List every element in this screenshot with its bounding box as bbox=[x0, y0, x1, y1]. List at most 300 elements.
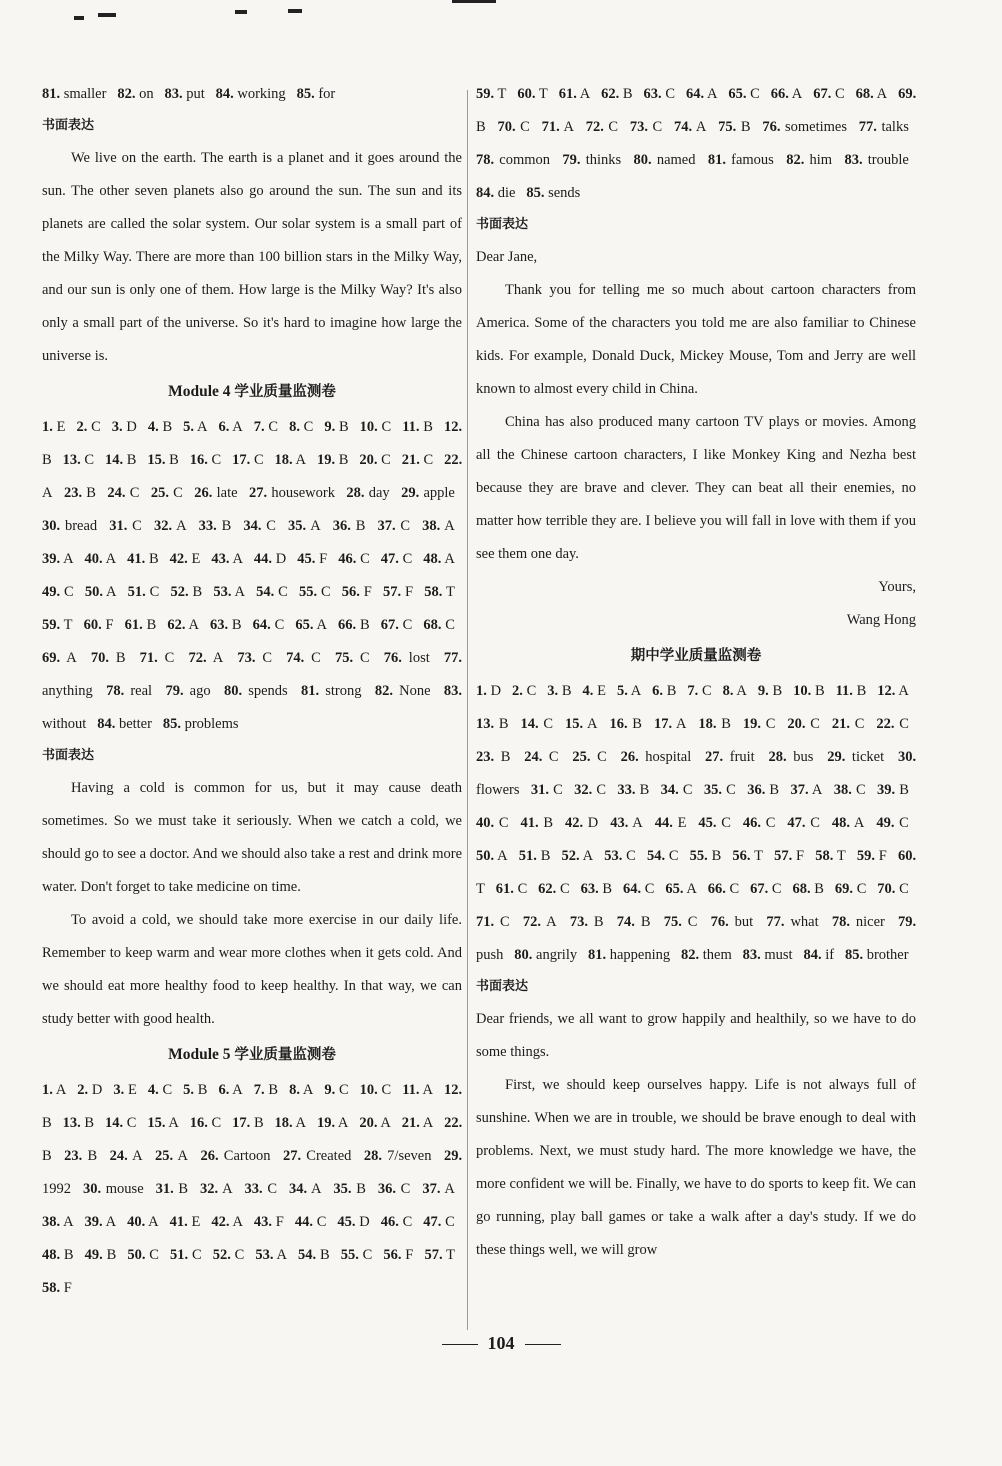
answer-number: 74. bbox=[616, 914, 635, 930]
answer-number: 54. bbox=[646, 848, 666, 864]
answer-item bbox=[743, 947, 793, 963]
answer-item bbox=[125, 617, 157, 633]
answer-number: 84. bbox=[803, 947, 822, 963]
answer-item bbox=[254, 419, 278, 435]
answer-item bbox=[630, 119, 662, 135]
answer-number: 28. bbox=[346, 485, 365, 501]
answer-item bbox=[381, 551, 413, 567]
answer-number: 36. bbox=[332, 518, 351, 534]
answer-item bbox=[621, 749, 692, 765]
answer-item bbox=[163, 716, 239, 732]
answer-value: C bbox=[123, 1115, 137, 1131]
answer-item bbox=[289, 419, 313, 435]
answer-item bbox=[200, 1181, 233, 1197]
answer-value: push bbox=[476, 947, 504, 963]
answer-number: 81. bbox=[587, 947, 607, 963]
answer-number: 1. bbox=[42, 419, 53, 435]
answer-item bbox=[224, 683, 288, 699]
answer-value: B bbox=[707, 848, 722, 864]
answer-item bbox=[254, 551, 286, 567]
answer-number: 12. bbox=[877, 683, 896, 699]
answer-number: 83. bbox=[844, 152, 863, 168]
answer-number: 24. bbox=[524, 749, 543, 765]
answer-value: put bbox=[182, 86, 205, 102]
answer-item bbox=[335, 650, 370, 666]
answers-midterm bbox=[476, 675, 916, 972]
answer-item bbox=[661, 782, 693, 798]
answer-value: F bbox=[359, 584, 372, 600]
answer-value: C bbox=[894, 815, 909, 831]
answer-value: C bbox=[87, 419, 101, 435]
answer-item bbox=[708, 152, 774, 168]
answer-item bbox=[210, 617, 242, 633]
answer-number: 28. bbox=[768, 749, 787, 765]
answer-item bbox=[813, 86, 844, 102]
answer-value: C bbox=[515, 119, 530, 135]
answer-value: A bbox=[102, 1214, 117, 1230]
answer-value: A bbox=[60, 551, 74, 567]
answer-number: 60. bbox=[897, 848, 917, 864]
answer-value: fruit bbox=[723, 749, 755, 765]
answer-item bbox=[876, 716, 909, 732]
answer-value: ago bbox=[183, 683, 211, 699]
answer-item bbox=[402, 419, 433, 435]
answer-item bbox=[317, 1115, 348, 1131]
answer-value: C bbox=[353, 650, 370, 666]
answer-item bbox=[517, 86, 547, 102]
answer-number: 83. bbox=[164, 86, 183, 102]
answer-item bbox=[519, 848, 551, 864]
answer-item bbox=[698, 716, 731, 732]
answer-item bbox=[190, 452, 221, 468]
answer-number: 5. bbox=[183, 1082, 195, 1098]
answer-item bbox=[170, 1214, 201, 1230]
answer-value: C bbox=[157, 650, 175, 666]
answer-number: 7. bbox=[687, 683, 699, 699]
answer-number: 52. bbox=[561, 848, 580, 864]
answer-number: 77. bbox=[443, 650, 463, 666]
answer-item bbox=[815, 848, 846, 864]
answer-value: B bbox=[663, 683, 677, 699]
answer-value: A bbox=[231, 584, 245, 600]
answer-item bbox=[758, 683, 782, 699]
answer-item bbox=[877, 782, 909, 798]
answer-item bbox=[213, 584, 245, 600]
answer-value: E bbox=[672, 815, 687, 831]
answer-number: 71. bbox=[476, 914, 495, 930]
answer-item bbox=[424, 584, 455, 600]
answer-item bbox=[617, 683, 641, 699]
answer-value: B bbox=[80, 1115, 95, 1131]
answer-item bbox=[572, 749, 606, 765]
answer-value: A bbox=[559, 119, 574, 135]
answer-item bbox=[148, 1082, 172, 1098]
answer-item bbox=[476, 848, 508, 864]
answer-value: him bbox=[804, 152, 833, 168]
answer-item bbox=[147, 1115, 178, 1131]
answer-number: 85. bbox=[296, 86, 315, 102]
answer-value: C bbox=[716, 815, 731, 831]
answer-value: B bbox=[82, 485, 96, 501]
answer-value: on bbox=[135, 86, 154, 102]
answer-value: A bbox=[165, 1115, 179, 1131]
answer-value: A bbox=[218, 1181, 233, 1197]
answer-number: 46. bbox=[338, 551, 357, 567]
answer-item bbox=[686, 86, 717, 102]
answer-number: 36. bbox=[377, 1181, 396, 1197]
answer-value: C bbox=[894, 716, 909, 732]
answer-value: C bbox=[895, 881, 909, 897]
answer-value: C bbox=[125, 485, 140, 501]
answer-number: 57. bbox=[774, 848, 793, 864]
answer-item bbox=[704, 782, 736, 798]
answer-number: 22. bbox=[444, 452, 463, 468]
answer-value: C bbox=[681, 914, 698, 930]
answer-number: 55. bbox=[340, 1247, 359, 1263]
answer-item bbox=[402, 452, 433, 468]
answer-item bbox=[381, 1214, 413, 1230]
answer-value: C bbox=[761, 716, 776, 732]
answer-item bbox=[170, 1247, 202, 1263]
answer-item bbox=[718, 119, 750, 135]
answer-number: 35. bbox=[288, 518, 307, 534]
answer-number: 17. bbox=[653, 716, 673, 732]
answer-number: 20. bbox=[787, 716, 806, 732]
answer-number: 10. bbox=[359, 419, 378, 435]
answer-value: C bbox=[556, 881, 570, 897]
answer-value: C bbox=[725, 881, 740, 897]
answer-value: F bbox=[60, 1280, 72, 1296]
answer-value: A bbox=[102, 551, 117, 567]
answer-number: 78. bbox=[831, 914, 850, 930]
answer-item bbox=[531, 782, 563, 798]
answer-value: T bbox=[60, 617, 73, 633]
answer-item bbox=[109, 518, 142, 534]
answer-number: 74. bbox=[286, 650, 305, 666]
answer-item bbox=[601, 86, 632, 102]
answer-value: C bbox=[207, 1115, 222, 1131]
answer-number: 8. bbox=[289, 1082, 300, 1098]
answer-value: C bbox=[145, 1247, 159, 1263]
answer-item bbox=[341, 1247, 373, 1263]
answer-value: A bbox=[335, 1115, 349, 1131]
answer-number: 19. bbox=[742, 716, 762, 732]
answer-item bbox=[127, 1214, 159, 1230]
answer-value: A bbox=[307, 1181, 322, 1197]
answer-number: 35. bbox=[333, 1181, 352, 1197]
answer-number: 14. bbox=[104, 1115, 124, 1131]
writing-heading: 书面表达 bbox=[42, 118, 95, 133]
answer-item bbox=[190, 1115, 221, 1131]
answer-item bbox=[151, 485, 183, 501]
answer-value: talks bbox=[876, 119, 909, 135]
answer-number: 23. bbox=[63, 485, 83, 501]
answers-module5 bbox=[42, 1074, 462, 1305]
answer-item bbox=[383, 1247, 413, 1263]
answer-number: 45. bbox=[297, 551, 316, 567]
answer-value: what bbox=[784, 914, 819, 930]
answer-value: late bbox=[212, 485, 238, 501]
answer-number: 34. bbox=[288, 1181, 308, 1197]
answer-value: A bbox=[313, 617, 327, 633]
answer-value: A bbox=[788, 86, 803, 102]
answer-item bbox=[156, 1181, 189, 1197]
answer-item bbox=[845, 947, 909, 963]
answer-value: A bbox=[672, 716, 687, 732]
answer-number: 61. bbox=[124, 617, 143, 633]
answer-number: 7. bbox=[253, 419, 265, 435]
answer-item bbox=[213, 1247, 245, 1263]
answer-number: 46. bbox=[380, 1214, 399, 1230]
answer-item bbox=[565, 815, 598, 831]
answer-item bbox=[793, 881, 824, 897]
answer-value: C bbox=[398, 617, 413, 633]
answer-item bbox=[164, 86, 204, 102]
answer-number: 48. bbox=[423, 551, 442, 567]
answer-value: C bbox=[262, 1181, 277, 1197]
answer-number: 25. bbox=[572, 749, 591, 765]
answer-number: 51. bbox=[127, 584, 146, 600]
answer-number: 68. bbox=[792, 881, 811, 897]
answer-item bbox=[243, 518, 276, 534]
answer-item bbox=[147, 452, 178, 468]
answer-item bbox=[255, 1247, 287, 1263]
answer-item bbox=[526, 185, 580, 201]
answer-value: real bbox=[124, 683, 153, 699]
answer-value: A bbox=[145, 1214, 159, 1230]
answer-value: A bbox=[172, 518, 187, 534]
answer-value: A bbox=[583, 716, 598, 732]
midterm-title-cn: 期中学业质量监测卷 bbox=[630, 648, 762, 664]
answer-number: 20. bbox=[359, 452, 378, 468]
answer-value: bus bbox=[786, 749, 814, 765]
answer-value: T bbox=[535, 86, 548, 102]
answer-item bbox=[787, 716, 820, 732]
answer-number: 74. bbox=[674, 119, 693, 135]
answer-number: 28. bbox=[363, 1148, 382, 1164]
answer-item bbox=[283, 1148, 351, 1164]
answer-value: C bbox=[494, 914, 510, 930]
answer-item bbox=[128, 584, 160, 600]
answer-value: thinks bbox=[580, 152, 622, 168]
answer-item bbox=[295, 1214, 327, 1230]
answer-number: 35. bbox=[703, 782, 723, 798]
answer-item bbox=[547, 683, 571, 699]
answer-value: common bbox=[494, 152, 551, 168]
answer-value: hospital bbox=[638, 749, 692, 765]
answer-value: F bbox=[101, 617, 114, 633]
answer-value: A bbox=[52, 1082, 67, 1098]
answer-value: F bbox=[792, 848, 805, 864]
answer-item bbox=[402, 1115, 433, 1131]
answer-number: 21. bbox=[401, 452, 420, 468]
answer-value: if bbox=[821, 947, 835, 963]
answer-number: 70. bbox=[90, 650, 109, 666]
answer-number: 29. bbox=[443, 1148, 463, 1164]
answer-value: B bbox=[250, 1115, 264, 1131]
answer-number: 45. bbox=[337, 1214, 356, 1230]
answer-item bbox=[771, 86, 802, 102]
answer-value: C bbox=[356, 551, 370, 567]
answer-value: mouse bbox=[101, 1181, 144, 1197]
answer-item bbox=[42, 1082, 66, 1098]
answer-number: 19. bbox=[316, 452, 336, 468]
answer-item bbox=[832, 716, 865, 732]
answer-value: angrily bbox=[532, 947, 578, 963]
answer-item bbox=[140, 650, 175, 666]
answer-value: sometimes bbox=[780, 119, 847, 135]
answer-item bbox=[423, 551, 455, 567]
answer-item bbox=[286, 650, 321, 666]
answer-number: 56. bbox=[383, 1247, 402, 1263]
answer-item bbox=[253, 617, 285, 633]
answer-value: Created bbox=[301, 1148, 352, 1164]
answer-number: 9. bbox=[757, 683, 769, 699]
answer-value: A bbox=[102, 584, 117, 600]
answer-number: 67. bbox=[380, 617, 399, 633]
answer-number: 64. bbox=[622, 881, 642, 897]
answer-item bbox=[324, 419, 348, 435]
answer-item bbox=[520, 716, 553, 732]
answer-item bbox=[766, 914, 818, 930]
answer-item bbox=[317, 452, 348, 468]
answer-value: D bbox=[272, 551, 287, 567]
answer-value: A bbox=[229, 1082, 243, 1098]
answer-value: A bbox=[229, 419, 243, 435]
answer-value: named bbox=[651, 152, 696, 168]
answer-item bbox=[588, 947, 670, 963]
answer-number: 15. bbox=[147, 1115, 166, 1131]
answer-number: 67. bbox=[750, 881, 769, 897]
answer-number: 27. bbox=[249, 485, 268, 501]
answer-number: 8. bbox=[722, 683, 734, 699]
answer-number: 77. bbox=[766, 914, 785, 930]
answer-number: 48. bbox=[42, 1247, 61, 1263]
answer-number: 13. bbox=[476, 716, 495, 732]
answer-number: 7. bbox=[253, 1082, 265, 1098]
answer-item bbox=[275, 452, 306, 468]
answer-item bbox=[877, 683, 909, 699]
answer-number: 16. bbox=[189, 1115, 208, 1131]
answer-value: C bbox=[698, 683, 712, 699]
answer-value: E bbox=[593, 683, 606, 699]
answer-number: 81. bbox=[707, 152, 726, 168]
answer-number: 63. bbox=[643, 86, 662, 102]
answer-value: B bbox=[158, 419, 173, 435]
answer-item bbox=[422, 1181, 455, 1197]
answer-item bbox=[106, 683, 152, 699]
left-column bbox=[42, 78, 462, 1305]
writing-heading: 书面表达 bbox=[476, 979, 529, 994]
answer-number: 3. bbox=[111, 419, 123, 435]
answer-number: 70. bbox=[877, 881, 896, 897]
answer-item bbox=[42, 419, 65, 435]
answer-item bbox=[64, 485, 96, 501]
answer-item bbox=[711, 914, 754, 930]
answer-item bbox=[256, 584, 288, 600]
answer-item bbox=[523, 914, 557, 930]
answer-number: 82. bbox=[117, 86, 136, 102]
answer-number: 82. bbox=[681, 947, 700, 963]
answer-value: trouble bbox=[862, 152, 909, 168]
letter-signature: Wang Hong bbox=[846, 612, 916, 628]
answer-item bbox=[583, 683, 606, 699]
answer-value: E bbox=[187, 551, 201, 567]
answer-item bbox=[732, 848, 763, 864]
answer-item bbox=[338, 551, 370, 567]
answer-value: C bbox=[590, 749, 607, 765]
answer-value: B bbox=[228, 617, 242, 633]
answer-item bbox=[249, 485, 335, 501]
answer-item bbox=[63, 1115, 94, 1131]
answer-item bbox=[634, 152, 696, 168]
answer-number: 1. bbox=[42, 1082, 53, 1098]
answer-value: A bbox=[194, 419, 208, 435]
answer-value: A bbox=[895, 683, 909, 699]
answer-number: 69. bbox=[898, 86, 917, 102]
answer-number: 4. bbox=[147, 1082, 159, 1098]
answer-item bbox=[581, 881, 612, 897]
answer-item bbox=[747, 782, 779, 798]
answer-value: them bbox=[699, 947, 732, 963]
answer-number: 27. bbox=[282, 1148, 302, 1164]
answer-number: 53. bbox=[604, 848, 623, 864]
answer-number: 8. bbox=[289, 419, 300, 435]
answer-item bbox=[232, 452, 263, 468]
answer-value: B bbox=[895, 782, 909, 798]
answer-number: 55. bbox=[689, 848, 708, 864]
answer-item bbox=[832, 914, 885, 930]
answer-item bbox=[299, 584, 331, 600]
answer-value: anything bbox=[42, 683, 93, 699]
answer-item bbox=[85, 1247, 117, 1263]
answer-value: C bbox=[419, 452, 434, 468]
answer-value: bread bbox=[60, 518, 98, 534]
answer-number: 68. bbox=[855, 86, 874, 102]
answer-number: 9. bbox=[324, 1082, 336, 1098]
answer-item bbox=[237, 650, 272, 666]
answer-value: T bbox=[750, 848, 763, 864]
answer-number: 32. bbox=[574, 782, 593, 798]
answer-value: B bbox=[716, 716, 731, 732]
answer-number: 3. bbox=[547, 683, 559, 699]
module5-title bbox=[42, 1038, 462, 1072]
answer-value: F bbox=[401, 1247, 414, 1263]
answer-number: 31. bbox=[109, 518, 128, 534]
answer-item bbox=[476, 716, 509, 732]
answer-item bbox=[254, 1214, 284, 1230]
answer-number: 48. bbox=[831, 815, 850, 831]
answer-value: B bbox=[82, 1148, 98, 1164]
answer-number: 38. bbox=[833, 782, 852, 798]
answer-item bbox=[586, 119, 618, 135]
answer-item bbox=[520, 815, 553, 831]
answer-number: 18. bbox=[274, 1115, 293, 1131]
answer-item bbox=[856, 86, 887, 102]
answer-number: 65. bbox=[728, 86, 747, 102]
answer-value: B bbox=[42, 1148, 52, 1164]
answer-number: 37. bbox=[422, 1181, 441, 1197]
answer-number: 58. bbox=[815, 848, 834, 864]
answer-number: 66. bbox=[707, 881, 726, 897]
answer-number: 24. bbox=[109, 1148, 128, 1164]
answer-value: C bbox=[542, 749, 559, 765]
answer-item bbox=[42, 518, 97, 534]
answer-value: C bbox=[831, 86, 845, 102]
answer-value: B bbox=[60, 1247, 74, 1263]
answer-number: 27. bbox=[705, 749, 724, 765]
answer-item bbox=[76, 419, 100, 435]
